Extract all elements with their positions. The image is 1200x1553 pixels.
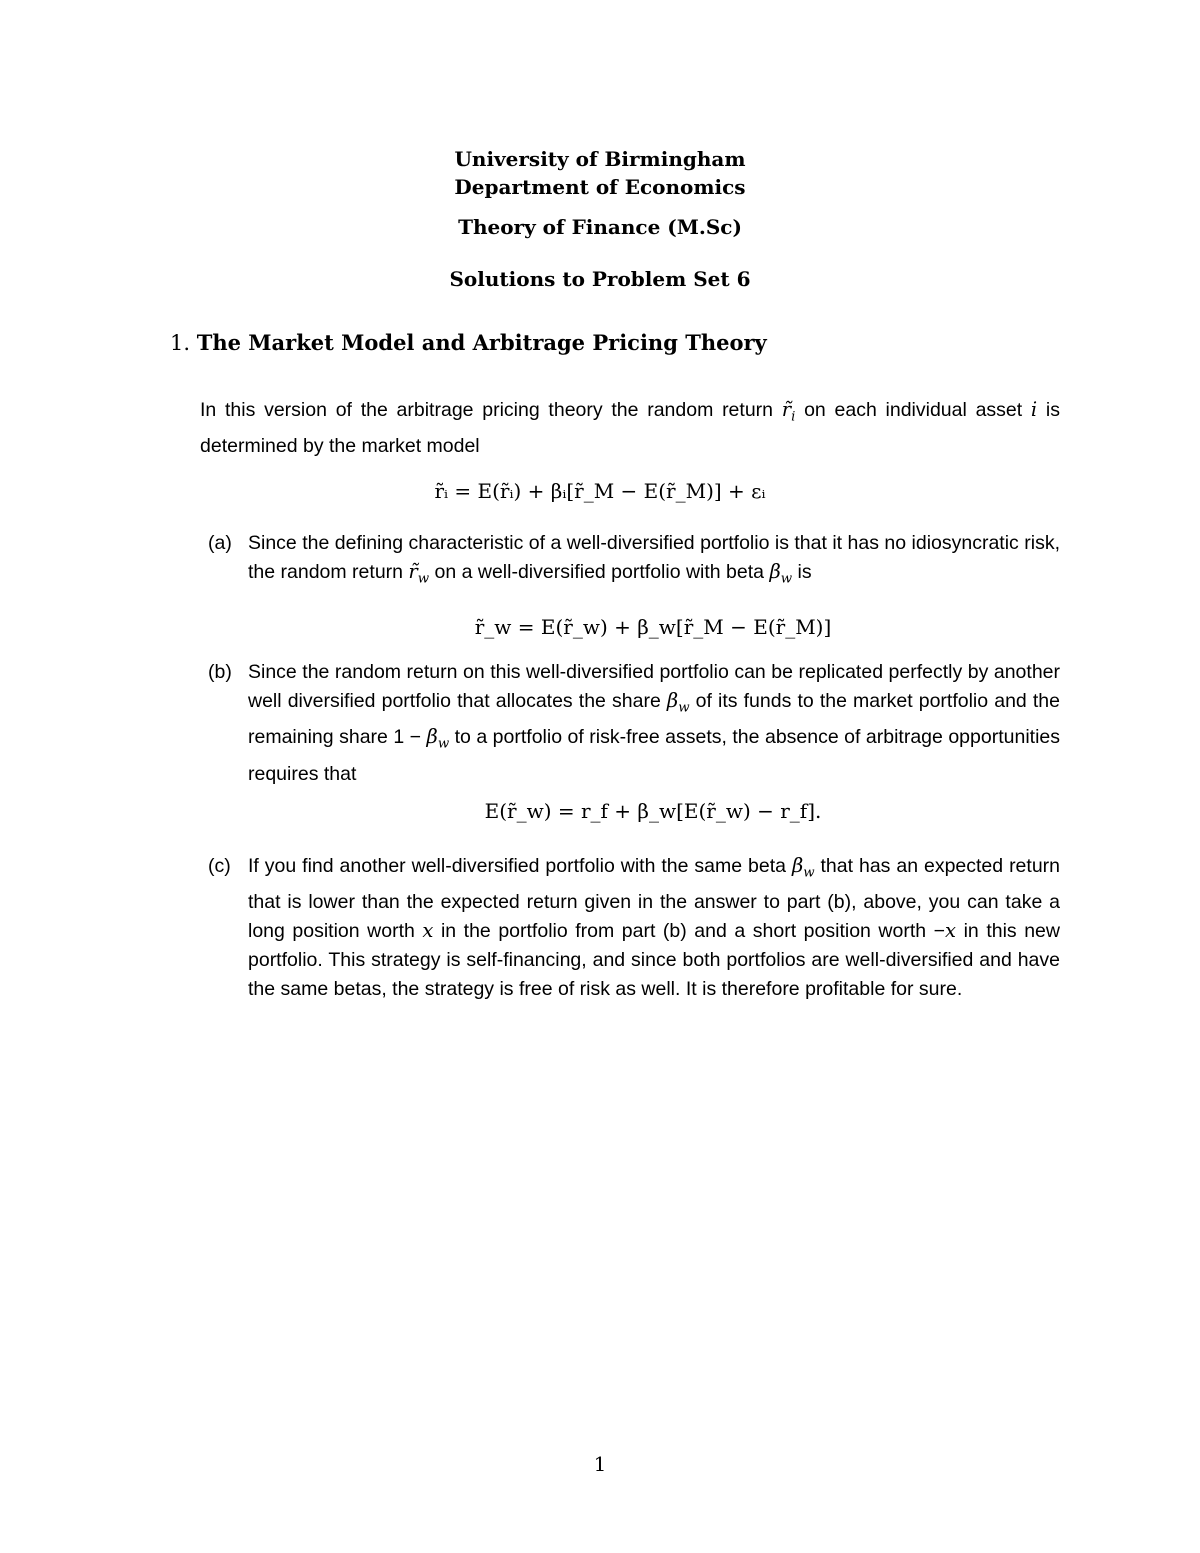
section-title: The Market Model and Arbitrage Pricing Theory xyxy=(196,330,767,355)
item-c-text-4: in this new portfolio. This strategy is self-financing, and since both portfolios are well-diversified and have the same betas, the strategy is free of risk as well. It is therefore profitable for sure. xyxy=(248,920,1060,1000)
item-a-label: (a) xyxy=(208,532,232,554)
symbol-i: i xyxy=(1030,398,1038,421)
university-name: University of Birmingham xyxy=(454,147,746,171)
department-name: Department of Economics xyxy=(454,175,746,199)
intro-text-2: on each individual asset xyxy=(795,399,1031,421)
symbol-beta: β xyxy=(666,688,679,712)
symbol-beta: β xyxy=(769,559,781,583)
page-number: 1 xyxy=(593,1452,607,1476)
item-b-text-1: Since the random return on this well-diversified portfolio can be replicated perfectly by another well diversified portfolio that allocates the share xyxy=(248,661,1060,712)
symbol-x: x xyxy=(422,919,434,943)
item-b xyxy=(208,658,1060,785)
item-a xyxy=(208,529,1060,615)
item-b-label: (b) xyxy=(208,661,232,683)
item-a-text xyxy=(248,529,1060,594)
section-number: 1. xyxy=(170,331,191,355)
equation-market-model: r̃ᵢ = E(r̃ᵢ) + βᵢ[r̃_M − E(r̃_M)] + εᵢ xyxy=(434,479,766,503)
item-c-text-1: If you find another well-diversified portfolio with the same beta xyxy=(248,855,792,877)
symbol-subscript-w: w xyxy=(803,865,815,881)
symbol-subscript-i: i xyxy=(791,409,796,425)
intro-text-3: is determined by the market model xyxy=(200,399,1060,458)
item-c-label: (c) xyxy=(208,855,231,877)
symbol-r-tilde: r̃ xyxy=(781,398,792,421)
symbol-subscript-w: w xyxy=(678,700,690,716)
symbol-subscript-w: w xyxy=(417,571,430,587)
item-a-text-3: is xyxy=(792,560,812,583)
item-c-text-3: in the portfolio from part (b) and a short position worth − xyxy=(433,920,946,943)
symbol-r-tilde: r̃ xyxy=(408,559,418,583)
item-b-text-3: to a portfolio of risk-free assets, the absence of arbitrage opportunities requires that xyxy=(248,726,1060,785)
symbol-subscript-w: w xyxy=(437,736,450,752)
course-title: Theory of Finance (M.Sc) xyxy=(458,215,742,239)
symbol-subscript-w: w xyxy=(780,571,793,587)
item-c-text-2: that has an expected return that is lower than the expected return given in the answer to part (b), above, you can take a long position worth xyxy=(248,855,1061,943)
equation-diversified-return: r̃_w = E(r̃_w) + β_w[r̃_M − E(r̃_M)] xyxy=(474,615,832,639)
item-a-text-1: Since the defining characteristic of a well-diversified portfolio is that it has no idiosyncratic risk, the random return xyxy=(248,532,1060,583)
item-b-text-2: of its funds to the market portfolio and the remaining share 1 − xyxy=(248,689,1060,749)
symbol-beta: β xyxy=(791,854,804,877)
item-b-text xyxy=(248,658,1060,788)
item-a-text-2: on a well-diversified portfolio with beta xyxy=(429,560,770,583)
item-c-text xyxy=(248,852,1060,1004)
symbol-x: x xyxy=(945,919,957,943)
item-c xyxy=(208,852,1060,1026)
symbol-beta: β xyxy=(426,725,438,749)
intro-text-1: In this version of the arbitrage pricing theory the random return xyxy=(200,399,782,421)
equation-no-arbitrage: E(r̃_w) = r_f + β_w[E(r̃_w) − r_f]. xyxy=(484,799,822,823)
section-heading xyxy=(170,330,767,355)
document-title: Solutions to Problem Set 6 xyxy=(449,267,751,291)
intro-paragraph xyxy=(200,396,1060,461)
